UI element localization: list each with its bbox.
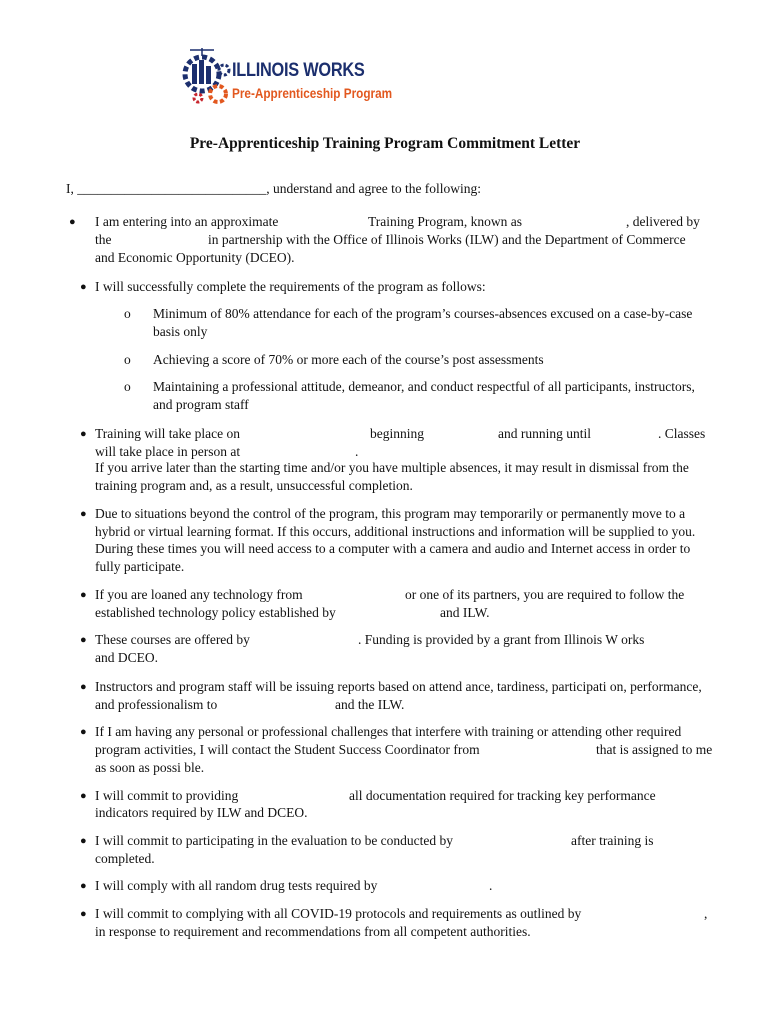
bullet-icon: ● (80, 726, 87, 738)
item-9-text: all documentation required for tracking key performance (349, 788, 656, 803)
item-12-text: I will commit to complying with all COVID-19 protocols and requirements as outlined by (95, 906, 582, 921)
item-4-text: During these times you will need access to a computer with a camera and audio and Internet access in order to (95, 541, 691, 556)
sub-item-1-text: basis only (153, 324, 208, 339)
sub-marker: o (124, 306, 131, 321)
item-6-text: These courses are offered by (95, 632, 250, 647)
item-1-text: I am entering into an approximate (95, 214, 279, 229)
item-5-text: If you are loaned any technology from (95, 587, 303, 602)
item-9-text: indicators required by ILW and DCEO. (95, 805, 308, 820)
bullet-icon: ● (80, 634, 87, 646)
logo-subtitle: Pre-Apprenticeship Program (232, 85, 393, 101)
item-11-text: . (489, 878, 493, 893)
sub-marker: o (124, 352, 131, 367)
sub-item-1-text: Minimum of 80% attendance for each of the program’s courses-absences excused on a case-by-case (153, 306, 693, 321)
item-3-text: . (355, 444, 359, 459)
item-10-text: completed. (95, 851, 155, 866)
item-3-text: Training will take place on (95, 426, 240, 441)
item-12-text: in response to requirement and recommendations from all competent authorities. (95, 924, 531, 939)
item-6-text: and DCEO. (95, 650, 158, 665)
bullet-icon: ● (80, 281, 87, 293)
item-8-text: that is assigned to me (596, 742, 713, 757)
item-3-text: beginning (370, 426, 424, 441)
item-1-text: in partnership with the Office of Illinois Works (ILW) and the Department of Commerce (208, 232, 686, 247)
page-title: Pre-Apprenticeship Training Program Commitment Letter (189, 135, 581, 152)
bullet-icon: ● (80, 508, 87, 520)
bullet-icon: ● (69, 216, 76, 228)
item-1-text: Training Program, known as (368, 214, 522, 229)
bullet-icon: ● (80, 589, 87, 601)
sub-item-3-text: Maintaining a professional attitude, demeanor, and conduct respectful of all participants, instructors, (153, 379, 695, 394)
item-5-text: established technology policy established by (95, 605, 336, 620)
item-4-text: Due to situations beyond the control of the program, this program may temporarily or permanently move to a (95, 506, 686, 521)
intro-line: I, ____________________________, understand and agree to the following: (66, 181, 482, 196)
bullet-icon: ● (80, 428, 87, 440)
item-5-text: and ILW. (440, 605, 490, 620)
item-11-text: I will comply with all random drug tests required by (95, 878, 378, 893)
item-9-text: I will commit to providing (95, 788, 239, 803)
item-7-text: and the ILW. (335, 697, 405, 712)
sub-item-3-text: and program staff (153, 397, 249, 412)
item-12-text: , (704, 906, 708, 921)
item-8-text: If I am having any personal or professional challenges that interfere with training or attending other required (95, 724, 682, 739)
item-2-text: I will successfully complete the requirements of the program as follows: (95, 279, 486, 294)
item-8-text: program activities, I will contact the Student Success Coordinator from (95, 742, 480, 757)
bullet-icon: ● (80, 835, 87, 847)
item-8-text: as soon as possi ble. (95, 760, 205, 775)
item-3-text: and running until (498, 426, 591, 441)
item-10-text: after training is (571, 833, 654, 848)
item-3-text: . Classes (658, 426, 706, 441)
bullet-icon: ● (80, 908, 87, 920)
item-5-text: or one of its partners, you are required to follow the (405, 587, 685, 602)
item-7-text: and professionalism to (95, 697, 218, 712)
item-6-text: . Funding is provided by a grant from Illinois W orks (358, 632, 645, 647)
item-4-text: hybrid or virtual learning format. If this occurs, additional instructions and information will be supplied to you. (95, 524, 696, 539)
sub-item-2-text: Achieving a score of 70% or more each of the course’s post assessments (153, 352, 544, 367)
item-1-text: the (95, 232, 112, 247)
item-1-text: , delivered by (626, 214, 700, 229)
item-7-text: Instructors and program staff will be issuing reports based on attend ance, tardiness, participati on, performance, (95, 679, 702, 694)
bullet-icon: ● (80, 790, 87, 802)
item-4-text: fully participate. (95, 559, 185, 574)
sub-marker: o (124, 379, 131, 394)
item-3-text: will take place in person at (95, 444, 241, 459)
logo-name: ILLINOIS WORKS (232, 60, 365, 81)
bullet-icon: ● (80, 880, 87, 892)
item-3-text: If you arrive later than the starting time and/or you have multiple absences, it may result in dismissal from the (95, 460, 689, 475)
bullet-icon: ● (80, 681, 87, 693)
item-10-text: I will commit to participating in the evaluation to be conducted by (95, 833, 454, 848)
item-1-text: and Economic Opportunity (DCEO). (95, 250, 295, 265)
item-3-text: training program and, as a result, unsuccessful completion. (95, 478, 413, 493)
